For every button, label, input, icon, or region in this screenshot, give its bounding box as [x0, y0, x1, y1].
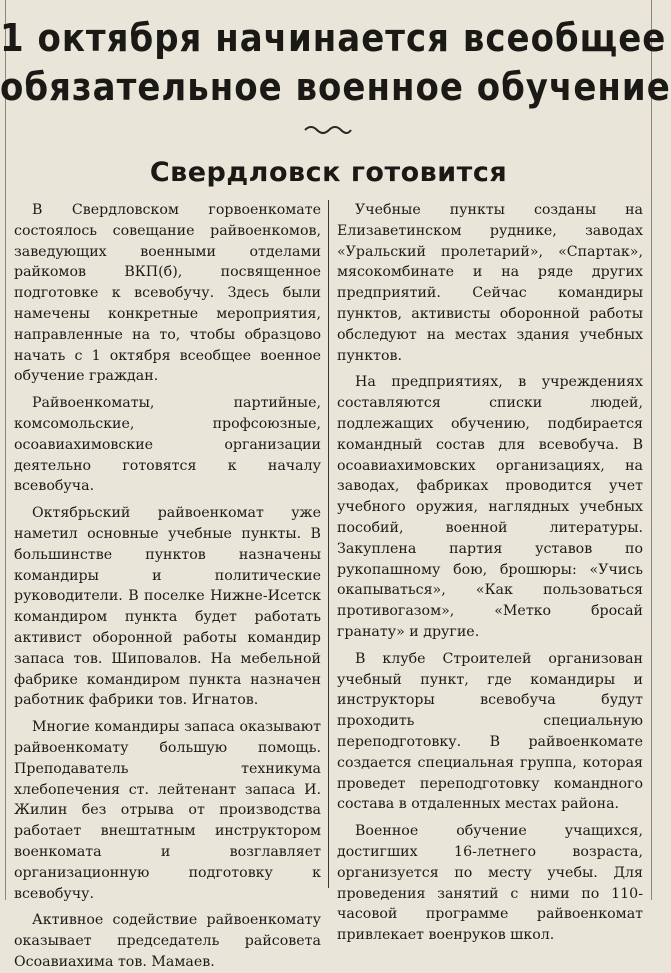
- paragraph: Октябрьский райвоенкомат уже наметил основные учебные пункты. В большинстве пунктов назначены командиры и политические руководители. В поселке Нижне-Исетск командиром пункта будет работать активист оборонной работы командир запаса тов. Шиповалов. На мебельной фабрике командиром пункта назначен работник фабрики тов. Игнатов.: [14, 505, 321, 709]
- page-edge-right: [651, 0, 652, 900]
- headline: [0, 14, 671, 113]
- article-column-left: [14, 200, 321, 970]
- article-title: Свердловск готовится: [149, 157, 508, 188]
- article-column-right: [337, 200, 643, 944]
- paragraph: Активное содействие райвоенкомату оказывает председатель райсовета Осоавиахима тов. Мамаев.: [14, 912, 321, 970]
- page-edge-left: [5, 0, 6, 900]
- column-divider: [328, 200, 329, 888]
- headline-line-2: обязательное военное обучение: [0, 65, 671, 111]
- paragraph: Учебные пункты созданы на Елизаветинском руднике, заводах «Уральский пролетарий», «Спартак», мясокомбинате и на ряде других предприятий. Сейчас командиры пунктов, активисты оборонной работы обследуют на местах здания учебных пунктов.: [337, 202, 643, 364]
- ornament-divider: [303, 124, 353, 136]
- paragraph: В клубе Строителей организован учебный пункт, где командиры и инструкторы всевобуча будут проходить специальную переподготовку. В райвоенкомате создается специальная группа, которая проведет переподготовку командного состава в отдаленных местах района.: [337, 650, 643, 813]
- headline-line-1: 1 октября начинается всеобщее: [0, 16, 667, 62]
- paragraph: В Свердловском горвоенкомате состоялось совещание райвоенкомов, заведующих военными отделами райкомов ВКП(б), посвященное подготовке к всевобучу. Здесь были намечены конкретные мероприятия, направленные на то, чтобы образцово начать с 1 октября всеобщее военное обучение граждан.: [14, 202, 321, 385]
- paragraph: Многие командиры запаса оказывают райвоенкомату большую помощь. Преподаватель техникума хлебопечения ст. лейтенант запаса И. Жилин без отрыва от производства работает внештатным инструктором военкомата и возглавляет организационную подготовку к всевобучу.: [14, 719, 321, 902]
- paragraph: Райвоенкоматы, партийные, комсомольские, профсоюзные, осоавиахимовские организации деятельно готовятся к началу всевобуча.: [14, 395, 321, 495]
- paragraph: На предприятиях, в учреждениях составляются списки людей, подлежащих обучению, подбирается командный состав для всевобуча. В осоавиахимовских организациях, на заводах, фабриках проводится учет учебного оружия, наглядных учебных пособий, военной литературы. Закуплена партия уставов по рукопашному бою, брошюры: «Учись окапываться», «Как пользоваться противогазом», «Метко бросай гранату» и другие.: [337, 374, 643, 640]
- paragraph: Военное обучение учащихся, достигших 16-летнего возраста, организуется по месту учебы. Для проведения занятий с ними по 110-часовой программе райвоенкомат привлекает военруков школ.: [337, 823, 643, 944]
